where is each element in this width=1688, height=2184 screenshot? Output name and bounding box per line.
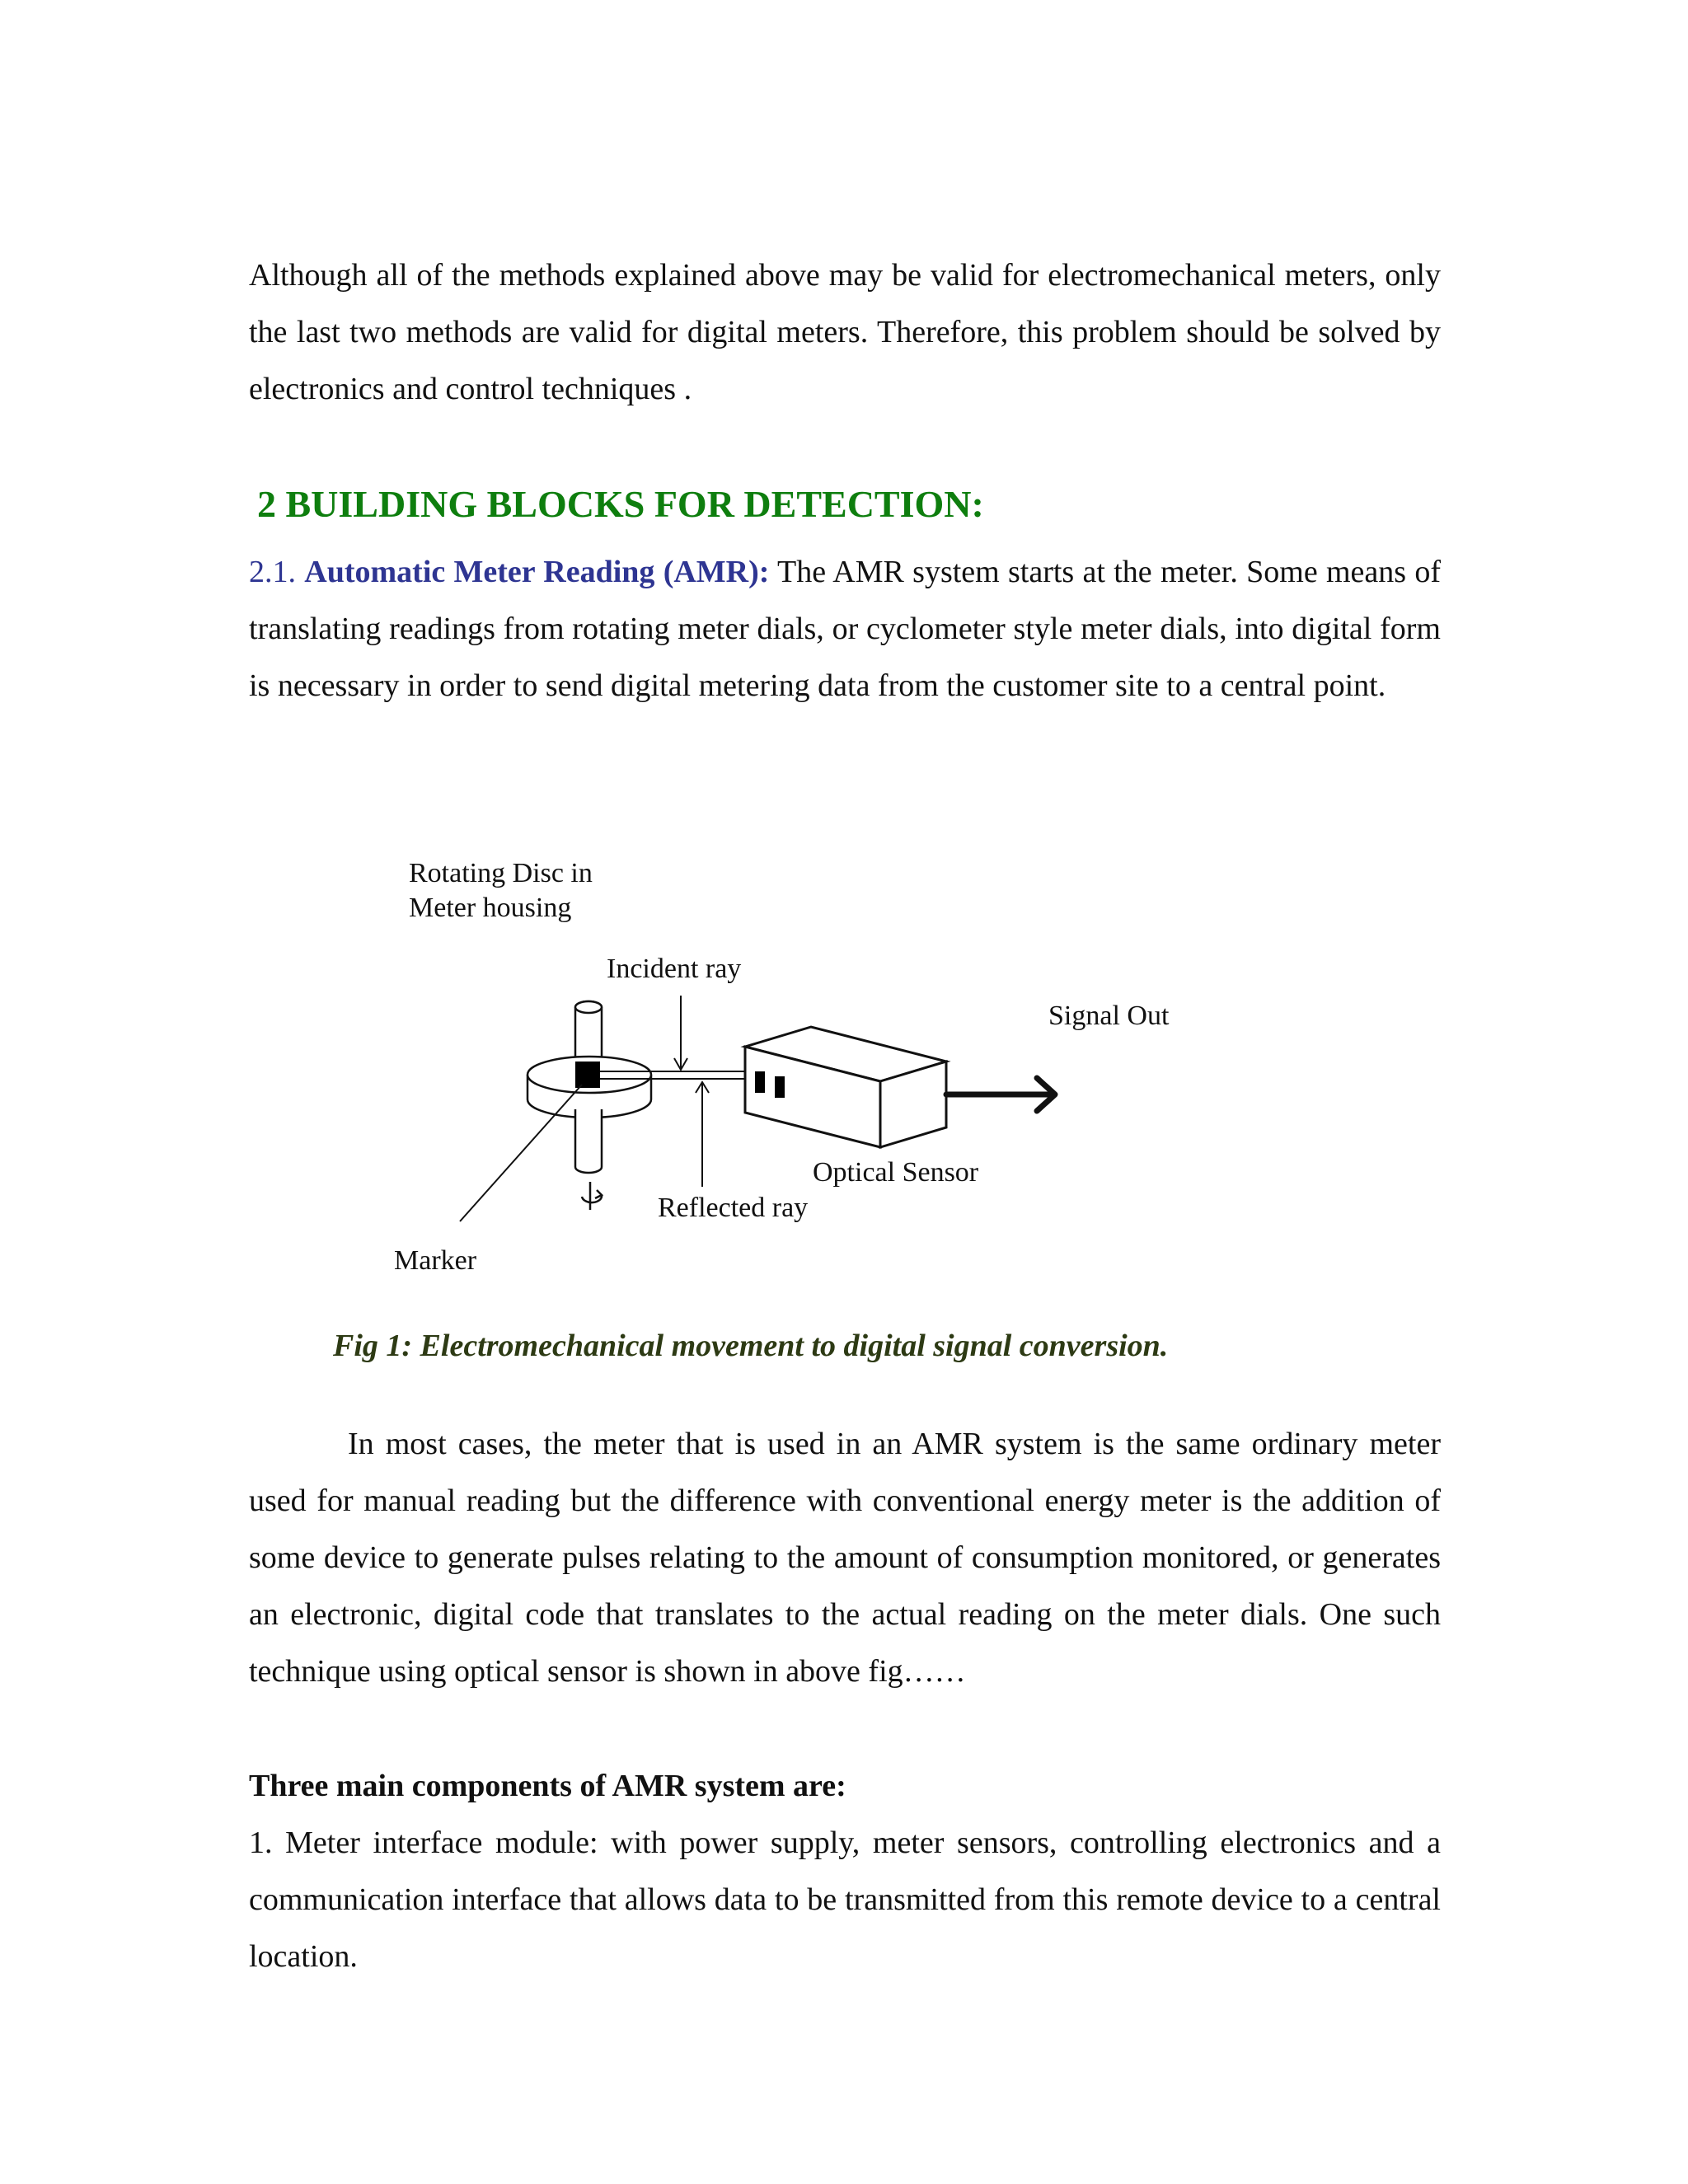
marker-label: Marker [394,1245,477,1276]
figure-caption: Fig 1: Electromechanical movement to digital signal conversion. [333,1329,1169,1363]
disc-label-line1: Rotating Disc in [409,858,593,888]
section-heading: 2 BUILDING BLOCKS FOR DETECTION: [257,483,984,525]
component-item-1: 1. Meter interface module: with power supply, meter sensors, controlling electronics and a communication interface that allows data to be transmitted from this remote device to a central location. [249,1825,1441,1974]
shaft-lower [575,1109,602,1173]
disc-label-line2: Meter housing [409,893,572,923]
optical-sensor-diagram [330,841,1269,1302]
optical-sensor-label: Optical Sensor [813,1157,979,1188]
reflected-ray-label: Reflected ray [658,1193,809,1223]
amr-paragraph [249,544,1441,715]
subsection-number: 2.1. [249,555,296,589]
incident-ray-label: Incident ray [607,954,742,984]
marker-block [575,1062,600,1088]
subsection-title: Automatic Meter Reading (AMR): [304,555,770,589]
sensor-emitter [755,1071,765,1093]
body-paragraph: In most cases, the meter that is used in an AMR system is the same ordinary meter used for manual reading but the difference with conventional energy meter is the addition of some device to generate pulses relating to the amount of consumption monitored, or generates an electronic, digital code that translates to the actual reading on the meter dials. One such technique using optical sensor is shown in above fig…… [249,1427,1441,1689]
components-heading: Three main components of AMR system are: [249,1769,846,1803]
incident-ray-arrow [674,996,687,1070]
marker-leader-line [460,1085,582,1221]
optical-sensor-figure [330,841,1269,1302]
intro-paragraph: Although all of the methods explained above may be valid for electromechanical meters, only the last two methods are valid for digital meters. Therefore, this problem should be solved by electronics and control techniques . [249,258,1441,406]
subsection-body: The AMR system starts at the meter. Some means of translating readings from rotating meter dials, or cyclometer style meter dials, into digital form is necessary in order to send digital metering data from the customer site to a central point. [249,555,1442,703]
rotation-icon [582,1182,602,1210]
reflected-ray-arrow [696,1082,709,1187]
sensor-detector [775,1076,785,1098]
shaft [575,1001,602,1065]
signal-out-arrow [946,1078,1055,1111]
signal-out-label: Signal Out [1048,1001,1170,1031]
